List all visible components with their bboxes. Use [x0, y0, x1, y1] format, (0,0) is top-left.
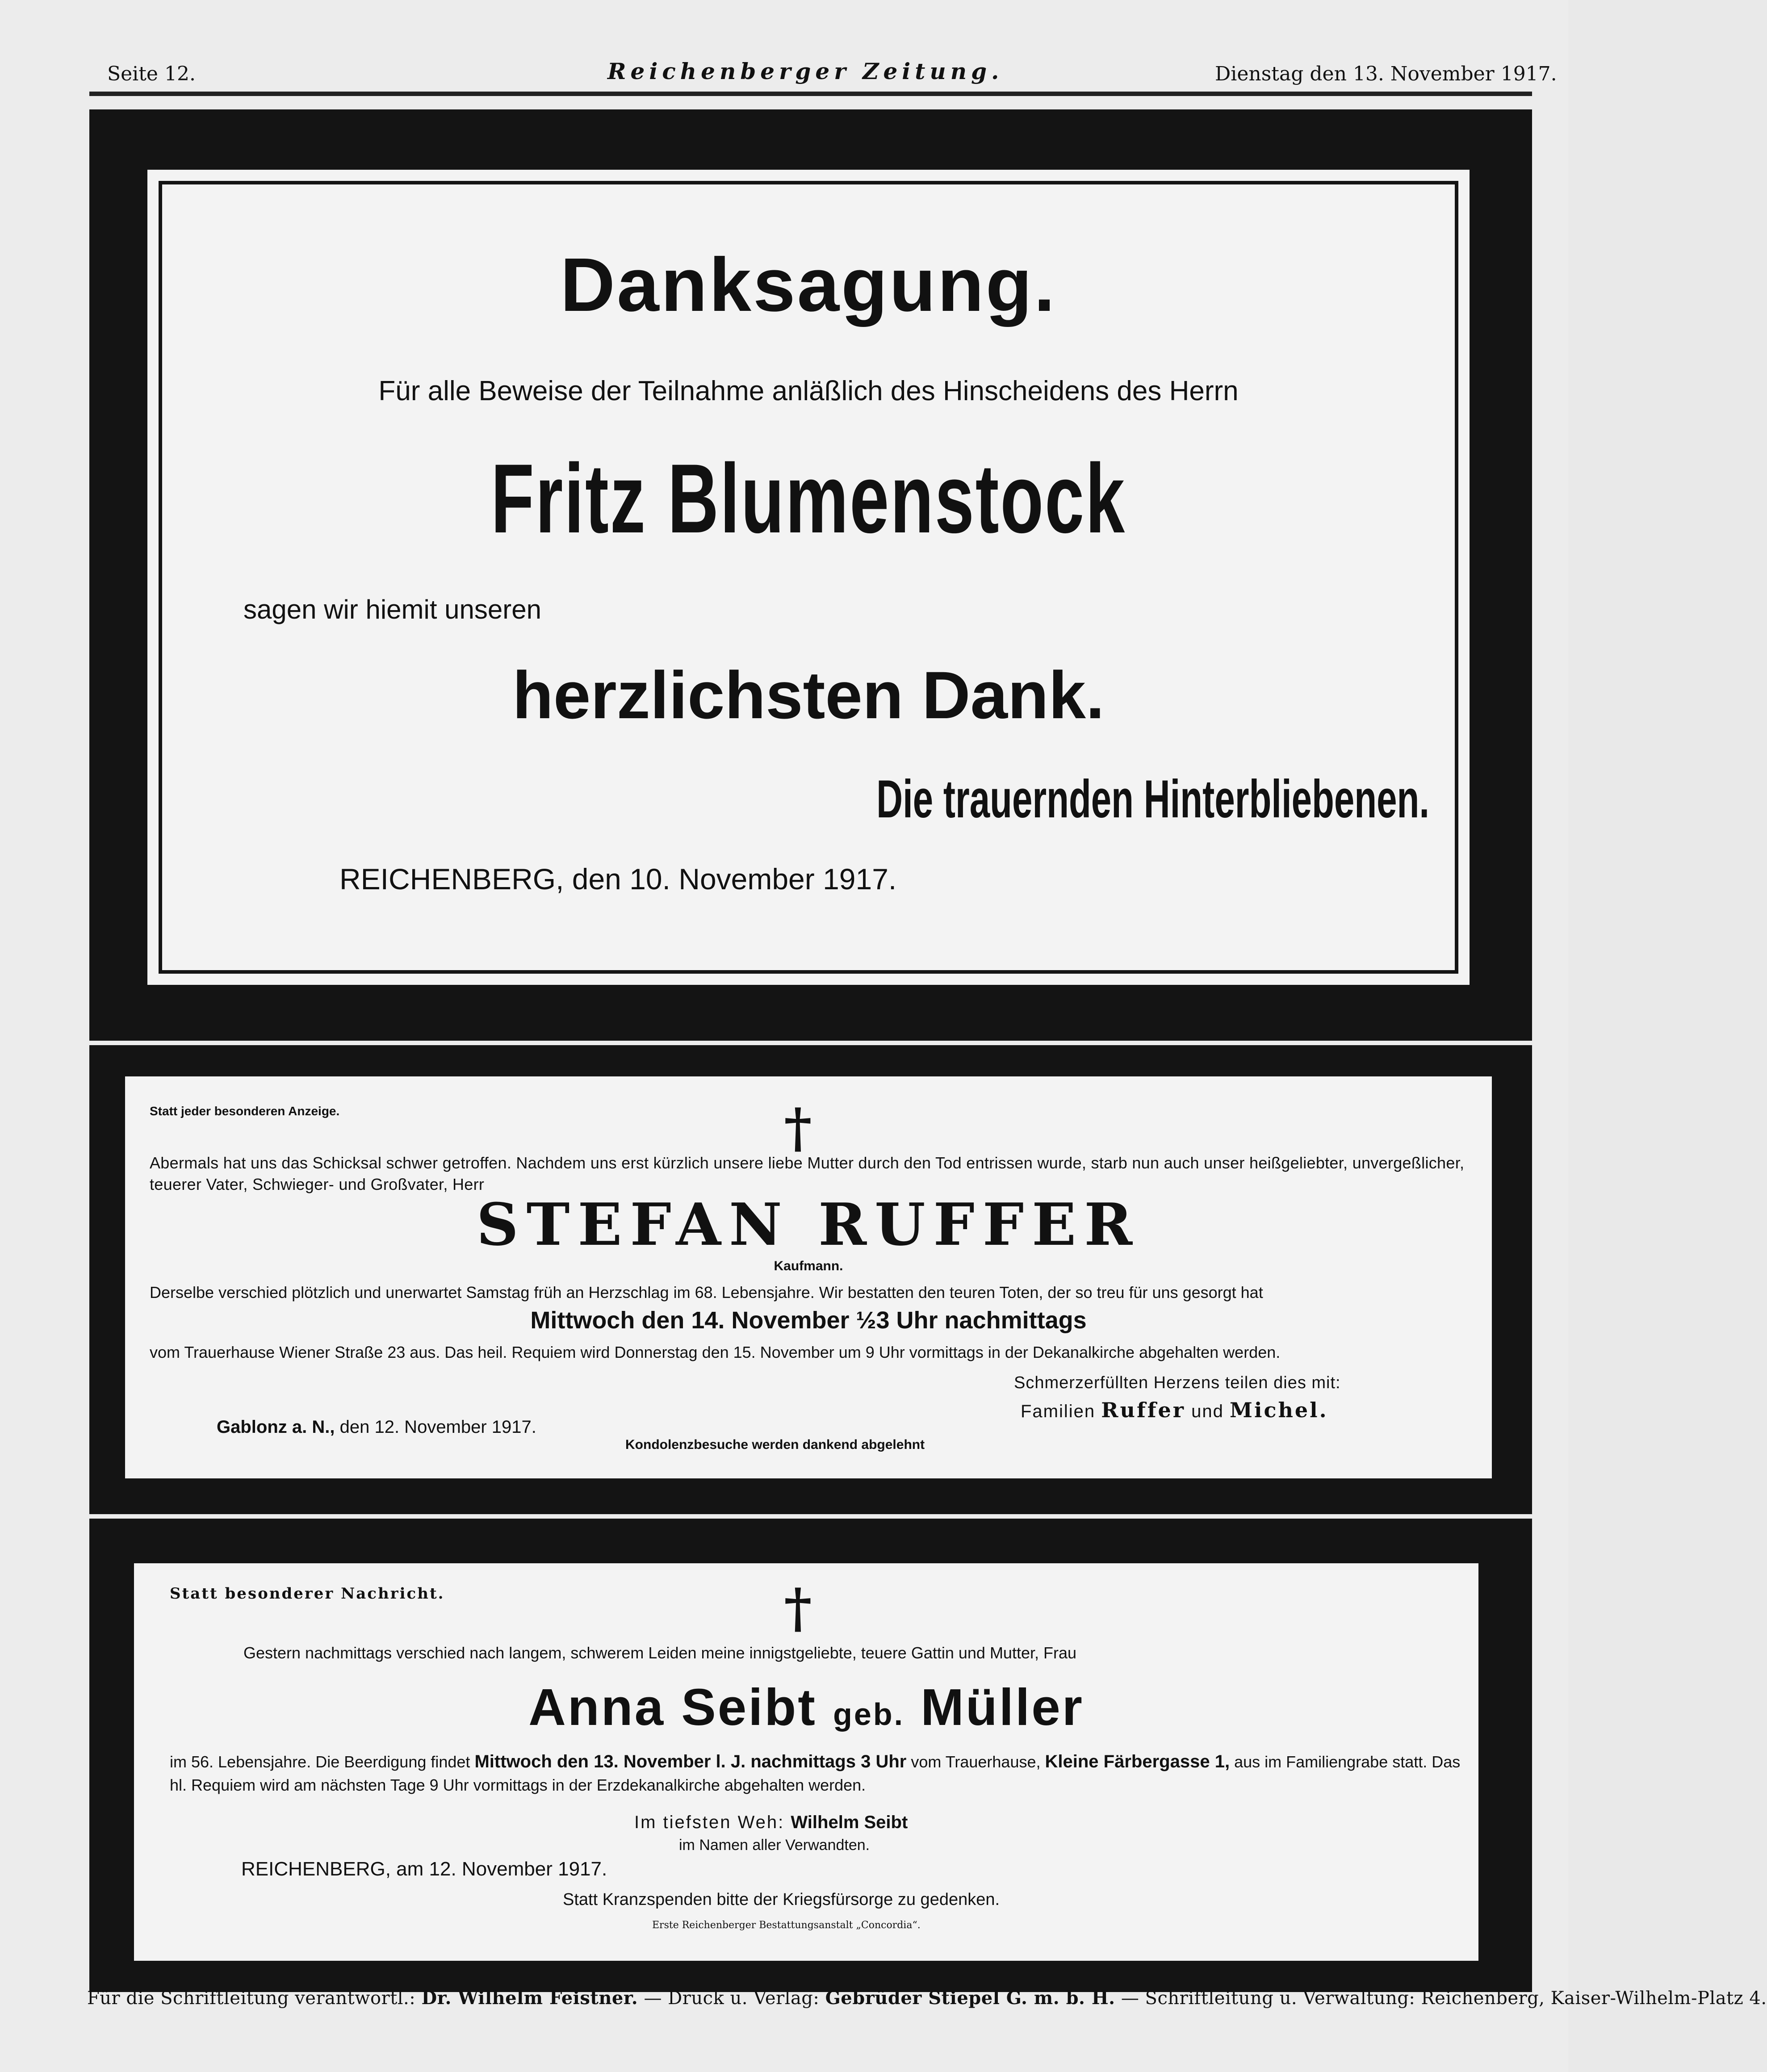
ad1-family: Die trauernden Hinterbliebenen. — [876, 769, 1429, 829]
imprint-footer — [87, 1988, 1767, 2009]
ad3-para-c: vom Trauerhause, — [911, 1753, 1041, 1771]
ad3-paragraph — [170, 1750, 1465, 1797]
ad2-family-michel: Michel. — [1230, 1398, 1328, 1422]
ad3-note: Statt Kranzspenden bitte der Kriegsfürsorge zu gedenken. — [563, 1890, 1000, 1909]
masthead-rule — [89, 92, 1532, 96]
ad1-deceased-name: Fritz Blumenstock — [491, 444, 1126, 553]
ad2-place: Gablonz a. N., — [217, 1417, 335, 1437]
ad2-mourners-line: Schmerzerfüllten Herzens teilen dies mit: — [1014, 1373, 1341, 1392]
issue-date: Dienstag den 13. November 1917. — [1215, 63, 1557, 85]
ad2-paragraph1: Abermals hat uns das Schicksal schwer getroffen. Nachdem uns erst kürzlich unsere liebe Mutter durch den Tod entrissen wurde, starb nun auch unser heißgeliebter, unvergeßlicher, teuerer Vater, Schwieger- und Großvater, Herr — [150, 1154, 1465, 1193]
ad1-place-date: REICHENBERG, den 10. November 1917. — [339, 862, 897, 896]
ad1-title: Danksagung. — [560, 243, 1057, 327]
ad2-family-ruffer: Ruffer — [1101, 1398, 1186, 1422]
masthead — [0, 58, 1568, 94]
ad3-heading: Statt besonderer Nachricht. — [170, 1585, 445, 1603]
ad2-paragraph2: Derselbe verschied plötzlich und unerwartet Samstag früh an Herzschlag im 68. Lebensjahre. Wir bestatten den teuren Toten, der so treu für uns gesorgt hat — [150, 1283, 1263, 1302]
ad1-thanks: herzlichsten Dank. — [512, 657, 1105, 733]
ad2-funeral-time: Mittwoch den 14. November ½3 Uhr nachmittags — [530, 1307, 1087, 1334]
ad2-place-date — [217, 1417, 536, 1437]
ad2-date: den 12. November 1917. — [339, 1417, 536, 1437]
ad3-intro: Gestern nachmittags verschied nach langem, schwerem Leiden meine innigstgeliebte, teuere Gattin und Mutter, Frau — [243, 1644, 1077, 1662]
ad2-condolences: Kondolenzbesuche werden dankend abgelehnt — [625, 1437, 925, 1452]
footer-d: Gebrüder Stiepel G. m. b. H. — [825, 1988, 1115, 2009]
footer-a: Für die Schriftleitung verantwortl.: — [87, 1988, 416, 2009]
ad3-place-date: REICHENBERG, am 12. November 1917. — [241, 1858, 607, 1880]
ad3-mourners — [634, 1812, 908, 1833]
ad1-intro: Für alle Beweise der Teilnahme anläßlich des Hinscheidens des Herrn — [378, 376, 1239, 406]
ad3-para-e: aus im Familiengrabe statt. Das hl. Requiem wird am nächsten Tage 9 Uhr vormittags in der Erzdekanalkirche abgehalten werden. — [170, 1753, 1461, 1794]
ad3-para-b: Mittwoch den 13. November l. J. nachmittags 3 Uhr — [474, 1752, 907, 1771]
newspaper-title: Reichenberger Zeitung. — [607, 58, 1004, 84]
ad3-mourn-name: Wilhelm Seibt — [791, 1812, 908, 1832]
ad3-deceased-name — [134, 1677, 1478, 1737]
ad3-para-d: Kleine Färbergasse 1, — [1045, 1752, 1230, 1771]
ad3-para-a: im 56. Lebensjahre. Die Beerdigung findet — [170, 1753, 470, 1771]
ad3-geb: geb. — [833, 1697, 905, 1732]
footer-c: — Druck u. Verlag: — [644, 1988, 820, 2009]
footer-e: — Schriftleitung u. Verwaltung: Reichenberg, Kaiser-Wilhelm-Platz 4. — [1121, 1988, 1767, 2009]
ad2-heading: Statt jeder besonderen Anzeige. — [150, 1104, 340, 1118]
ad3-printer: Erste Reichenberger Bestattungsanstalt „Concordia“. — [652, 1920, 921, 1931]
ad2-mourners-prefix: Familien — [1021, 1402, 1096, 1421]
footer-b: Dr. Wilhelm Feistner. — [421, 1988, 638, 2009]
cross-icon: † — [784, 1097, 812, 1159]
ad3-mourners-line2: im Namen aller Verwandten. — [679, 1837, 870, 1854]
ad3-mourn-prefix: Im tiefsten Weh: — [634, 1812, 785, 1832]
ad3-maiden-name: Müller — [921, 1678, 1084, 1736]
cross-icon: † — [784, 1577, 812, 1640]
ad2-occupation: Kaufmann. — [774, 1259, 843, 1273]
ad3-name: Anna Seibt — [528, 1678, 817, 1736]
ad2-mourners — [1021, 1398, 1328, 1422]
ad2-mourners-und: und — [1191, 1402, 1224, 1421]
page-number: Seite 12. — [107, 63, 196, 85]
ad2-deceased-name: STEFAN RUFFER — [476, 1190, 1141, 1259]
ad1-line2: sagen wir hiemit unseren — [243, 594, 542, 624]
ad2-paragraph3: vom Trauerhause Wiener Straße 23 aus. Das heil. Requiem wird Donnerstag den 15. November um 9 Uhr vormittags in der Dekanalkirche abgehalten werden. — [150, 1343, 1281, 1361]
